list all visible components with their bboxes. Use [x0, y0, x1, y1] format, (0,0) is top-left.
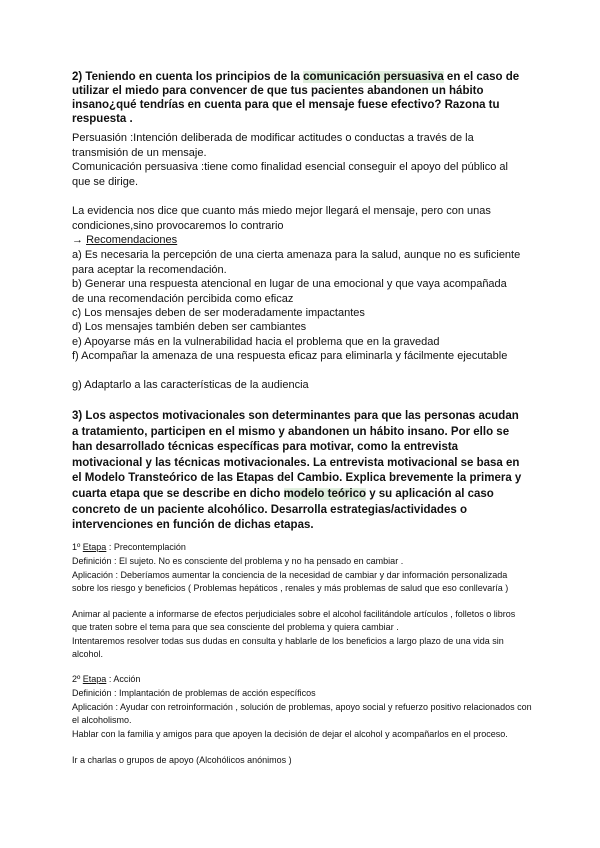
recommendations-heading [72, 233, 522, 248]
recommendation-item: b) Generar una respuesta atencional en lugar de una emocional y que vaya acompañada de una recomendación percibida como eficaz [72, 278, 507, 305]
stage-1-application: Aplicación : Deberíamos aumentar la conciencia de la necesidad de cambiar y dar información personalizada sobre los riesgo y beneficios ( Problemas hepáticos , renales y más problemas de salud que eso conllevaría ) [72, 570, 509, 593]
recommendation-item: c) Los mensajes deben de ser moderadamente impactantes [72, 307, 365, 319]
stage-2-extra: Hablar con la familia y amigos para que apoyen la decisión de dejar el alcohol y acompañarlos en el proceso. [72, 729, 508, 739]
recommendation-item: a) Es necesaria la percepción de una cierta amenaza para la salud, aunque no es suficiente para aceptar la recomendación. [72, 249, 521, 276]
highlight-comunicacion: comunicación persuasiva [303, 71, 444, 83]
stage-1-heading: 1º Etapa : Precontemplación [72, 542, 186, 552]
recommendation-item: d) Los mensajes también deben ser cambiantes [72, 321, 307, 333]
definition-persuasion: Persuasión :Intención deliberada de modificar actitudes o conductas a través de la transmisión de un mensaje. [72, 132, 474, 159]
stage-1-definition: Definición : El sujeto. No es consciente del problema y no ha pensado en cambiar . [72, 556, 404, 566]
arrow-icon: → [72, 234, 87, 246]
recommendation-item: g) Adaptarlo a las características de la audiencia [72, 379, 309, 391]
evidence-paragraph: La evidencia nos dice que cuanto más miedo mejor llegará el mensaje, pero con unas condiciones,sino provocaremos lo contrario [72, 205, 491, 232]
stage-2-definition: Definición : Implantación de problemas de acción específicos [72, 688, 316, 698]
stage-2-extra: Ir a charlas o grupos de apoyo (Alcohólicos anónimos ) [72, 755, 292, 765]
recommendations-title: Recomendaciones [86, 234, 178, 246]
question-2: 2) Teniendo en cuenta los principios de la comunicación persuasiva en el caso de utilizar el miedo para convencer de que tus pacientes abandonen un hábito insano¿qué tendrías en cuenta para que el mensaje fuese efectivo? Razona tu respuesta . [72, 71, 520, 125]
stage-2-application: Aplicación : Ayudar con retroinformación , solución de problemas, apoyo social y refuerzo positivo relacionados con el alcoholismo. [72, 702, 532, 725]
stage-2-heading: 2º Etapa : Acción [72, 674, 141, 684]
definition-comunicacion: Comunicación persuasiva :tiene como finalidad esencial conseguir el apoyo del público al que se dirige. [72, 161, 508, 188]
stage-1-extra: Animar al paciente a informarse de efectos perjudiciales sobre el alcohol facilitándole artículos , folletos o libros que traten sobre el tema para que sea consciente del problema y quiera cambiar . [72, 609, 516, 632]
recommendation-item: e) Apoyarse más en la vulnerabilidad hacia el problema que en la gravedad [72, 336, 440, 348]
stage-1-extra: Intentaremos resolver todas sus dudas en consulta y hablarle de los beneficios a largo plazo de una vida sin alcohol. [72, 636, 504, 659]
question-3: 3) Los aspectos motivacionales son determinantes para que las personas acudan a tratamiento, participen en el mismo y abandonen un hábito insano. Por ello se han desarrollado técnicas específicas para motivar, como la entrevista motivacional y las técnicas motivacionales. La entrevista motivacional se basa en el Modelo Transteórico de las Etapas del Cambio. Explica brevemente la primera y cuarta etapa que se describe en dicho modelo teórico y su aplicación al caso concreto de un paciente alcohólico. Desarrolla estrategias/actividades o intervenciones en función de dichas etapas. [72, 410, 522, 532]
recommendation-item: f) Acompañar la amenaza de una respuesta eficaz para eliminarla y fácilmente ejecutable [72, 350, 508, 362]
highlight-modelo: modelo teórico [283, 487, 366, 500]
